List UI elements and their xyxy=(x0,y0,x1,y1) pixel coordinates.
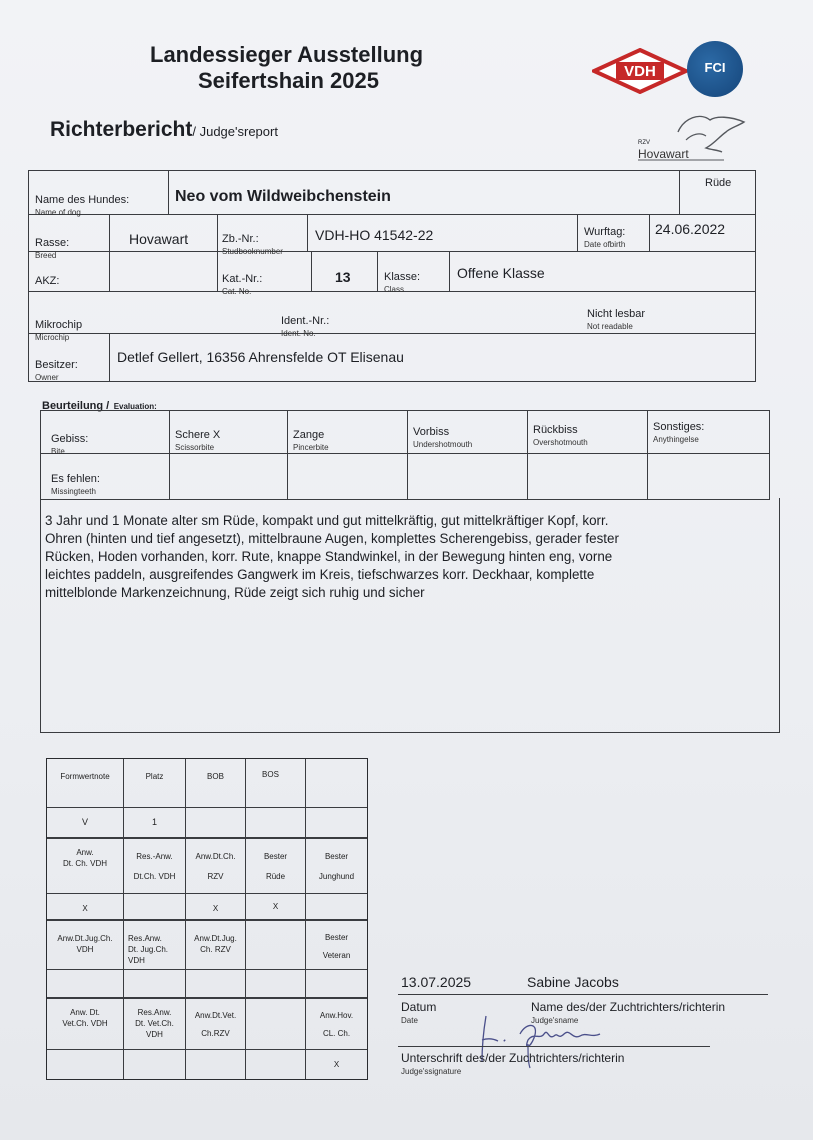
title-res-anw-dt-vet-ch-vdh: Res.Anw. Dt. Vet.Ch. VDH xyxy=(135,1008,174,1039)
breed-label: Rasse: Breed xyxy=(35,237,70,260)
grade-header-platz: Platz xyxy=(145,772,164,781)
signature-label: Unterschrift des/der Zuchtrichters/richterin Judge'ssignature xyxy=(401,1051,625,1076)
judging-date-value: 13.07.2025 xyxy=(401,974,472,990)
evaluation-text-line: 3 Jahr und 1 Monate alter sm Rüde, kompakt und gut mittelkräftig, gut mittelkräftiger Kopf, korr. xyxy=(45,513,609,528)
studbook-label: Zb.-Nr.: Studbooknumber xyxy=(222,233,283,256)
dog-sex-value: Rüde xyxy=(705,177,732,189)
report-title-de: Richterbericht xyxy=(50,118,193,141)
catalog-number-value: 13 xyxy=(335,269,351,285)
akz-label: AKZ: xyxy=(35,275,60,287)
catalog-number-label: Kat.-Nr.: Cat. No. xyxy=(222,273,263,296)
grade-header-bos: BOS xyxy=(262,770,279,779)
grade-header-formwertnote: Formwertnote xyxy=(60,772,110,781)
mark-anw-dt-ch-vdh: X xyxy=(82,904,88,913)
birth-date-label: Wurftag: Date ofbirth xyxy=(584,226,626,249)
judge-name-label: Name des/der Zuchtrichters/richterin Judge'sname xyxy=(531,1000,726,1025)
class-value: Offene Klasse xyxy=(457,265,545,281)
fci-logo xyxy=(687,41,743,97)
vdh-logo-text: VDH xyxy=(624,63,656,80)
bite-table xyxy=(40,410,770,500)
report-title xyxy=(50,118,278,142)
title-res-anw-dt-jug-ch-vdh: Res.Anw. Dt. Jug.Ch. VDH xyxy=(128,934,169,965)
studbook-value: VDH-HO 41542-22 xyxy=(315,227,434,243)
dog-info-table xyxy=(28,170,756,382)
ident-number-label: Ident.-Nr.: Ident. No. xyxy=(281,315,330,338)
evaluation-text-line: mittelblonde Markenzeichnung, Rüde zeigt sich ruhig und sicher xyxy=(45,585,425,600)
breed-value: Hovawart xyxy=(129,231,189,247)
evaluation-text-line: Ohren (hinten und tief angesetzt), mittelbraune Augen, komplettes Scherengebiss, gerader fester xyxy=(45,531,619,546)
title-bester-veteran: Bester Veteran xyxy=(322,933,351,960)
mark-anw-dt-ch-rzv: X xyxy=(212,904,219,913)
event-title-line1: Landessieger Ausstellung xyxy=(150,42,424,67)
evaluation-heading: Beurteilung / Evaluation: xyxy=(42,400,157,412)
report-title-en: / Judge'sreport xyxy=(192,124,278,139)
birth-date-value: 24.06.2022 xyxy=(655,221,726,237)
title-anw-dt-vet-ch-vdh: Anw. Dt. Vet.Ch. VDH xyxy=(62,1008,108,1028)
bite-pincer: Zange Pincerbite xyxy=(293,429,329,452)
fci-logo-text: FCI xyxy=(704,60,726,75)
bite-overshot: Rückbiss Overshotmouth xyxy=(533,424,588,447)
mark-anw-hov-cl-ch: X xyxy=(333,1060,340,1069)
title-anw-dt-jug-ch-rzv: Anw.Dt.Jug. Ch. RZV xyxy=(194,934,237,954)
title-anw-hov-cl-ch: Anw.Hov. CL. Ch. xyxy=(319,1011,354,1038)
title-bester-junghund: Bester Junghund xyxy=(318,852,355,881)
title-bester-ruede: Bester Rüde xyxy=(263,852,288,881)
grade-value-platz: 1 xyxy=(151,817,157,827)
date-label: Datum Date xyxy=(401,1000,437,1025)
dog-name-value: Neo vom Wildweibchenstein xyxy=(175,188,391,205)
mark-bester-ruede: X xyxy=(272,902,279,911)
title-anw-dt-ch-vdh: Anw. Dt. Ch. VDH xyxy=(62,848,107,868)
bite-label: Gebiss: Bite xyxy=(51,433,89,456)
judge-name-value: Sabine Jacobs xyxy=(527,974,619,990)
not-readable-note: Nicht lesbar Not readable xyxy=(587,308,646,331)
title-anw-dt-jug-ch-vdh: Anw.Dt.Jug.Ch. VDH xyxy=(57,934,113,954)
title-res-anw-dt-ch-vdh: Res.-Anw. Dt.Ch. VDH xyxy=(133,852,176,881)
owner-value: Detlef Gellert, 16356 Ahrensfelde OT Elisenau xyxy=(117,349,404,365)
grade-header-bob: BOB xyxy=(207,772,224,781)
event-title-line2: Seifertshain 2025 xyxy=(198,68,379,93)
vdh-logo xyxy=(592,48,688,94)
grading-table xyxy=(46,758,368,1080)
bite-undershot: Vorbiss Undershotmouth xyxy=(413,426,473,449)
bite-other: Sonstiges: Anythingelse xyxy=(653,421,705,444)
microchip-label: Mikrochip Microchip xyxy=(35,319,83,342)
evaluation-text-box xyxy=(40,498,780,733)
hovawart-logo-text: Hovawart xyxy=(638,147,689,161)
title-anw-dt-ch-rzv: Anw.Dt.Ch. RZV xyxy=(195,852,236,881)
evaluation-text-line: Rücken, Hoden vorhanden, korr. Rute, knappe Standwinkel, in der Bewegung hinten eng, vorne xyxy=(45,549,613,564)
missing-teeth-label: Es fehlen: Missingteeth xyxy=(51,473,100,496)
owner-label: Besitzer: Owner xyxy=(35,359,78,382)
evaluation-text-line: leichtes paddeln, ausgreifendes Gangwerk im Kreis, tiefschwarzes korr. Deckhaar, komplette xyxy=(45,567,595,582)
hovawart-logo xyxy=(634,110,749,165)
grade-value-formwertnote: V xyxy=(81,817,88,827)
title-anw-dt-vet-ch-rzv: Anw.Dt.Vet. Ch.RZV xyxy=(194,1011,237,1038)
rzv-text: RZV xyxy=(638,140,650,146)
bite-scissor: Schere X Scissorbite xyxy=(175,429,221,452)
class-label: Klasse: Class xyxy=(384,271,421,294)
dog-name-label: Name des Hundes: Name of dog xyxy=(35,194,130,217)
